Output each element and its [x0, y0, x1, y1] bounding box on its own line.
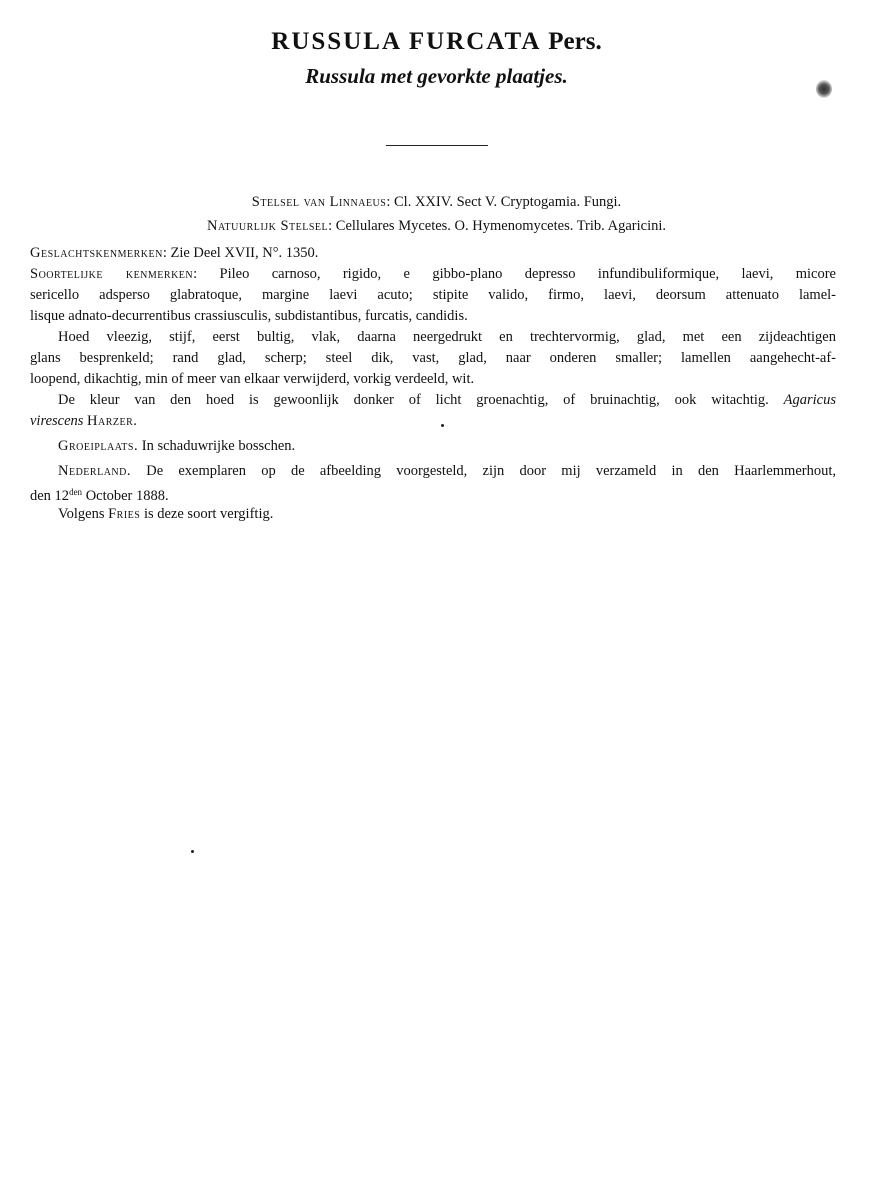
species-line-2: sericello adsperso glabratoque, margine laevi acuto; stipite valido, firmo, laevi, deorsum attenuato lamel- — [30, 287, 836, 303]
colour-synonym-author: Harzer. — [87, 413, 138, 429]
natural-system-label: Natuurlijk Stelsel — [206, 218, 329, 234]
note-line — [58, 504, 273, 524]
description-line-3: loopend, dikachtig, min of meer van elkaar verwijderd, vorkig verdeeld, wit. — [30, 371, 475, 387]
netherlands-label: Nederland. — [58, 463, 131, 479]
habitat-label: Groeiplaats. — [58, 438, 139, 454]
stray-mark — [441, 424, 444, 427]
ink-smudge — [816, 80, 832, 98]
genus-line — [30, 243, 318, 263]
netherlands-line-1 — [58, 461, 836, 481]
page-subtitle: Russula met gevorkte plaatjes. — [305, 64, 568, 88]
title-divider — [386, 145, 488, 146]
linnaeus-text: : Cl. XXIV. Sect V. Cryptogamia. Fungi. — [386, 194, 622, 210]
linnaeus-label: Stelsel van Linnaeus — [251, 194, 387, 210]
species-line-3: lisque adnato-decurrentibus crassiusculis, subdistantibus, furcatis, candidis. — [30, 308, 468, 324]
netherlands-line-2 — [30, 482, 169, 506]
natural-system-text: : Cellulares Mycetes. O. Hymenomycetes. Trib. Agaricini. — [328, 218, 667, 234]
genus-text: : Zie Deel XVII, N°. 1350. — [162, 245, 319, 261]
species-name: RUSSULA FURCATA — [271, 28, 540, 55]
page-title — [0, 28, 873, 56]
date-sup: den — [69, 487, 83, 497]
habitat-line — [58, 436, 295, 456]
description-line-2: glans besprenkeld; rand glad, scherp; steel dik, vast, glad, naar onderen smaller; lamellen aangehecht-af- — [30, 350, 836, 366]
stray-mark — [191, 850, 194, 853]
colour-text: De kleur van den hoed is gewoonlijk donker of licht groenachtig, of bruinachtig, ook witachtig. — [58, 392, 769, 408]
note-pre: Volgens — [58, 506, 105, 522]
description-line-1: Hoed vleezig, stijf, eerst bultig, vlak, daarna neergedrukt en trechtervormig, glad, met een zijdeachtigen — [58, 329, 836, 345]
linnaeus-line — [0, 192, 873, 212]
note-post: is deze soort vergiftig. — [143, 506, 274, 522]
habitat-text: In schaduwrijke bosschen. — [141, 438, 296, 454]
colour-synonym-genus: Agaricus — [783, 392, 837, 408]
species-label: Soortelijke kenmerken — [30, 266, 194, 282]
colour-synonym-species: virescens — [30, 413, 84, 429]
netherlands-text: De exemplaren op de afbeelding voorgesteld, zijn door mij verzameld in den Haarlemmerhout, — [146, 463, 836, 479]
date-pre: den 12 — [30, 488, 70, 504]
note-name: Fries — [108, 506, 141, 522]
species-author: Pers. — [548, 28, 602, 55]
natural-system-line — [0, 216, 873, 236]
genus-label: Geslachtskenmerken — [30, 245, 163, 261]
date-post: October 1888. — [85, 488, 169, 504]
species-line-1 — [30, 264, 836, 284]
colour-line-1 — [58, 390, 836, 410]
species-text-1: : Pileo carnoso, rigido, e gibbo-plano depresso infundibuliformique, laevi, micore — [193, 266, 836, 282]
colour-line-2 — [30, 411, 137, 431]
